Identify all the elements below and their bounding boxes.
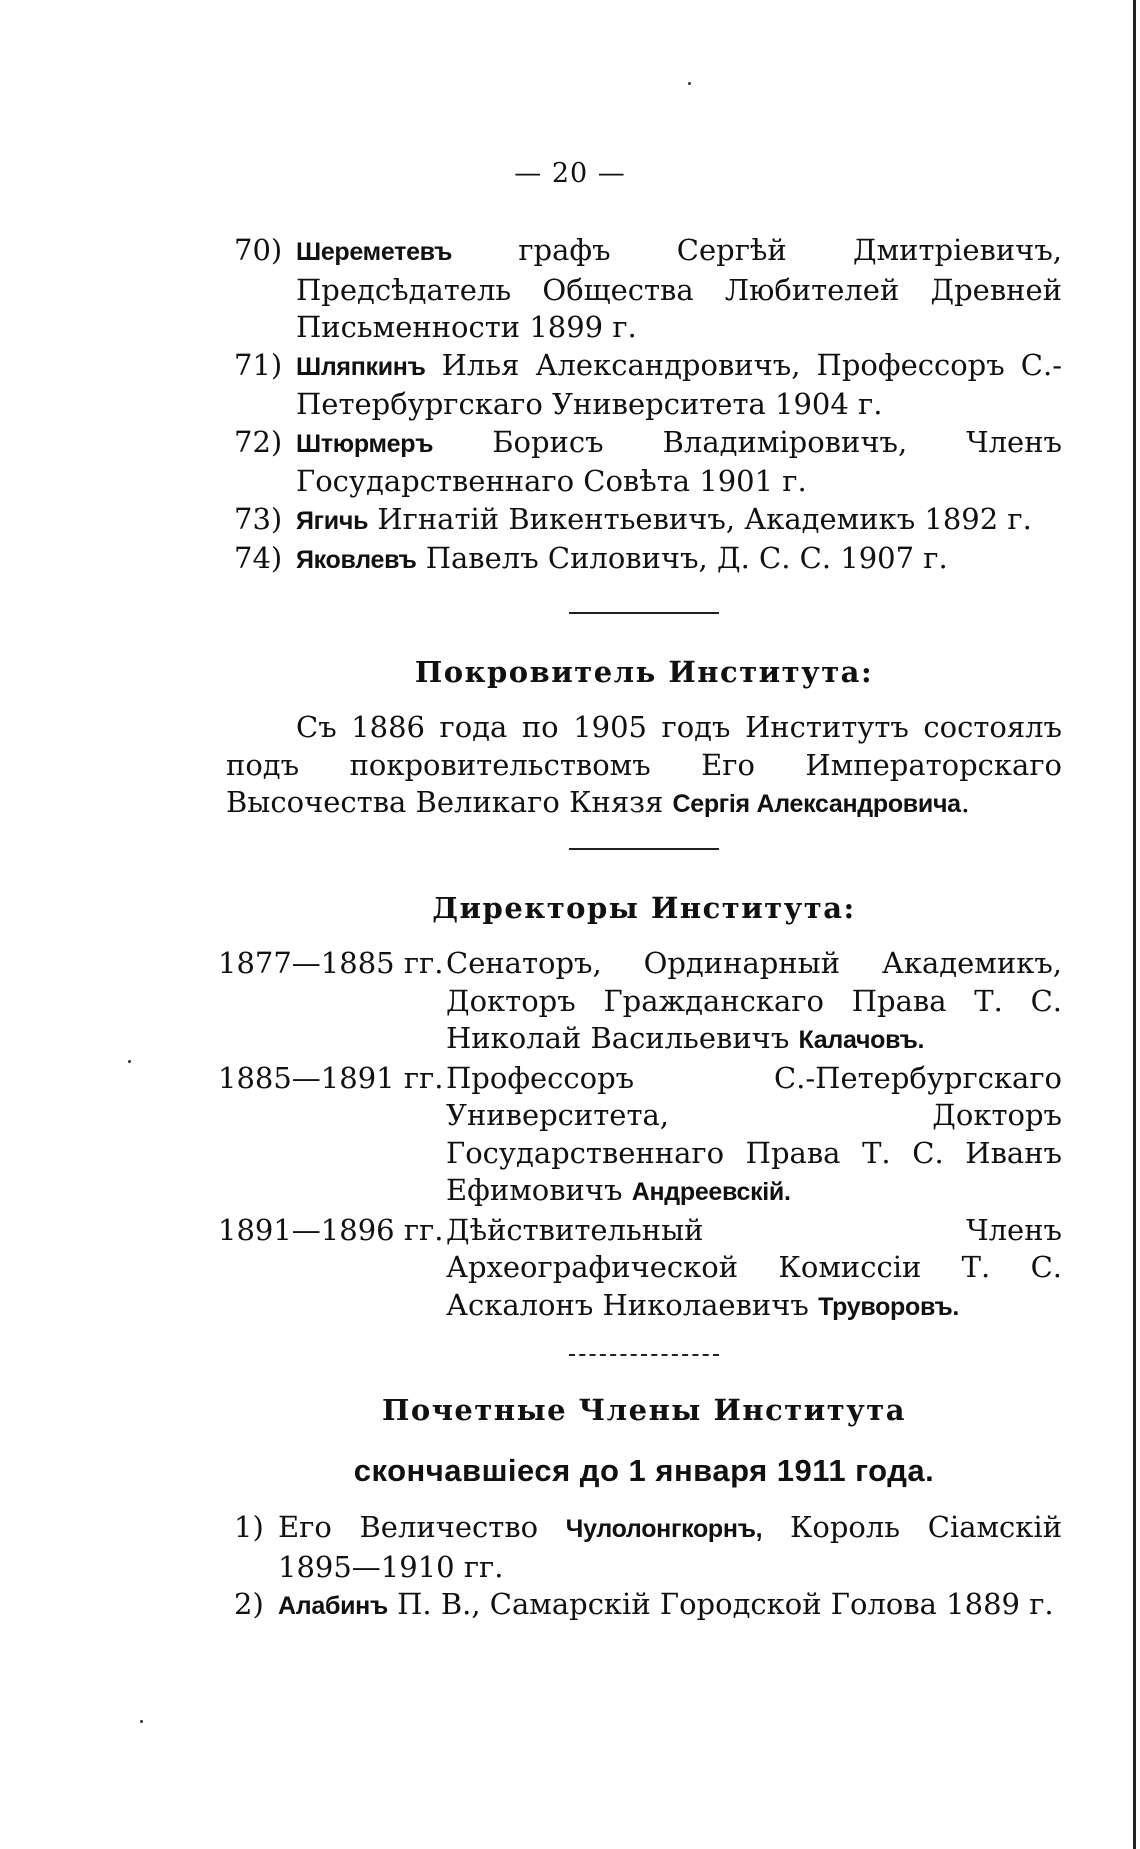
paper-speck bbox=[128, 1060, 131, 1063]
honorary-description: П. В., Самарскій Городской Голова 1889 г. bbox=[397, 1587, 1054, 1621]
patron-paragraph bbox=[226, 709, 1062, 824]
honorary-name: Чулолонгкорнъ, bbox=[565, 1515, 763, 1543]
item-number: 70) bbox=[234, 233, 283, 267]
members-list bbox=[226, 232, 1062, 580]
honorary-section-title: Почетные Члены Института bbox=[381, 1393, 907, 1427]
member-name: Шляпкинъ bbox=[296, 352, 426, 381]
list-item bbox=[226, 232, 1062, 347]
honorary-prefix: Его Величество bbox=[278, 1510, 539, 1544]
patron-section-title: Покровитель Института: bbox=[414, 654, 874, 689]
director-name: Труворовъ. bbox=[818, 1292, 960, 1321]
director-name: Андреевскій. bbox=[631, 1178, 791, 1206]
member-description: Павелъ Силовичъ, Д. С. С. 1907 г. bbox=[425, 541, 948, 575]
patron-name: Сергія Александровича bbox=[672, 790, 961, 818]
director-description: Дѣйствительный Членъ Археографической Комиссіи Т. С. Аскалонъ Николаевичъ bbox=[446, 1212, 1062, 1322]
list-item bbox=[226, 501, 1062, 541]
director-description: Сенаторъ, Ординарный Академикъ, Докторъ Гражданскаго Права Т. С. Николай Васильевичъ bbox=[446, 946, 1062, 1055]
member-description: графъ Сергѣй Дмитріевичъ, Предсѣдатель Общества Любителей Древней Письменности 1899 г. bbox=[296, 233, 1063, 344]
page-content bbox=[218, 232, 1063, 1626]
item-number: 1) bbox=[234, 1510, 264, 1544]
paper-speck bbox=[140, 1720, 143, 1723]
list-item bbox=[226, 540, 1062, 580]
paper-speck bbox=[688, 82, 691, 85]
member-name: Штюрмеръ bbox=[296, 429, 434, 458]
list-item bbox=[226, 347, 1062, 424]
director-description: Профессоръ С.-Петербургскаго Университета, Докторъ Государственнаго Права Т. С. Иванъ Ефимовичъ bbox=[446, 1060, 1062, 1207]
honorary-name: Алабинъ bbox=[278, 1592, 388, 1620]
director-entry bbox=[218, 1060, 1062, 1212]
item-number: 2) bbox=[234, 1587, 264, 1621]
director-entry bbox=[218, 1212, 1062, 1327]
list-item bbox=[226, 424, 1062, 501]
member-description: Борисъ Владиміровичъ, Членъ Государственнаго Совѣта 1901 г. bbox=[296, 424, 1062, 498]
patron-text: Съ 1886 года по 1905 годъ Институтъ состоялъ подъ покровительствомъ Его Императорскаго Высочества Великаго Князя bbox=[226, 710, 1062, 819]
directors-section-title: Директоры Института: bbox=[432, 890, 856, 925]
director-years: 1891—1896 гг. bbox=[218, 1212, 444, 1247]
item-number: 72) bbox=[234, 424, 283, 459]
member-name: Шереметевъ bbox=[296, 238, 453, 266]
directors-list bbox=[218, 945, 1062, 1326]
member-name: Яковлевъ bbox=[296, 546, 417, 574]
list-item bbox=[226, 1586, 1062, 1626]
page-number: — 20 — bbox=[514, 158, 626, 189]
item-number: 74) bbox=[234, 541, 283, 575]
director-years: 1885—1891 гг. bbox=[218, 1060, 444, 1095]
list-item bbox=[226, 1509, 1062, 1586]
item-number: 73) bbox=[234, 501, 283, 536]
page-edge-line bbox=[1133, 0, 1136, 1849]
honorary-section-subtitle: скончавшіеся до 1 января 1911 года. bbox=[353, 1452, 935, 1488]
honorary-description: Король Сіамскій 1895—1910 гг. bbox=[278, 1510, 1063, 1584]
member-description: Игнатій Викентьевичъ, Академикъ 1892 г. bbox=[377, 501, 1032, 536]
item-number: 71) bbox=[234, 347, 283, 382]
patron-end: . bbox=[960, 785, 970, 819]
honorary-list bbox=[226, 1509, 1062, 1626]
director-name: Калачовъ. bbox=[798, 1026, 925, 1054]
director-entry bbox=[218, 945, 1062, 1060]
member-description: Илья Александровичъ, Профессоръ С.-Петербургскаго Университета 1904 г. bbox=[296, 347, 1063, 421]
member-name: Ягичь bbox=[296, 506, 369, 535]
director-years: 1877—1885 гг. bbox=[218, 946, 444, 980]
